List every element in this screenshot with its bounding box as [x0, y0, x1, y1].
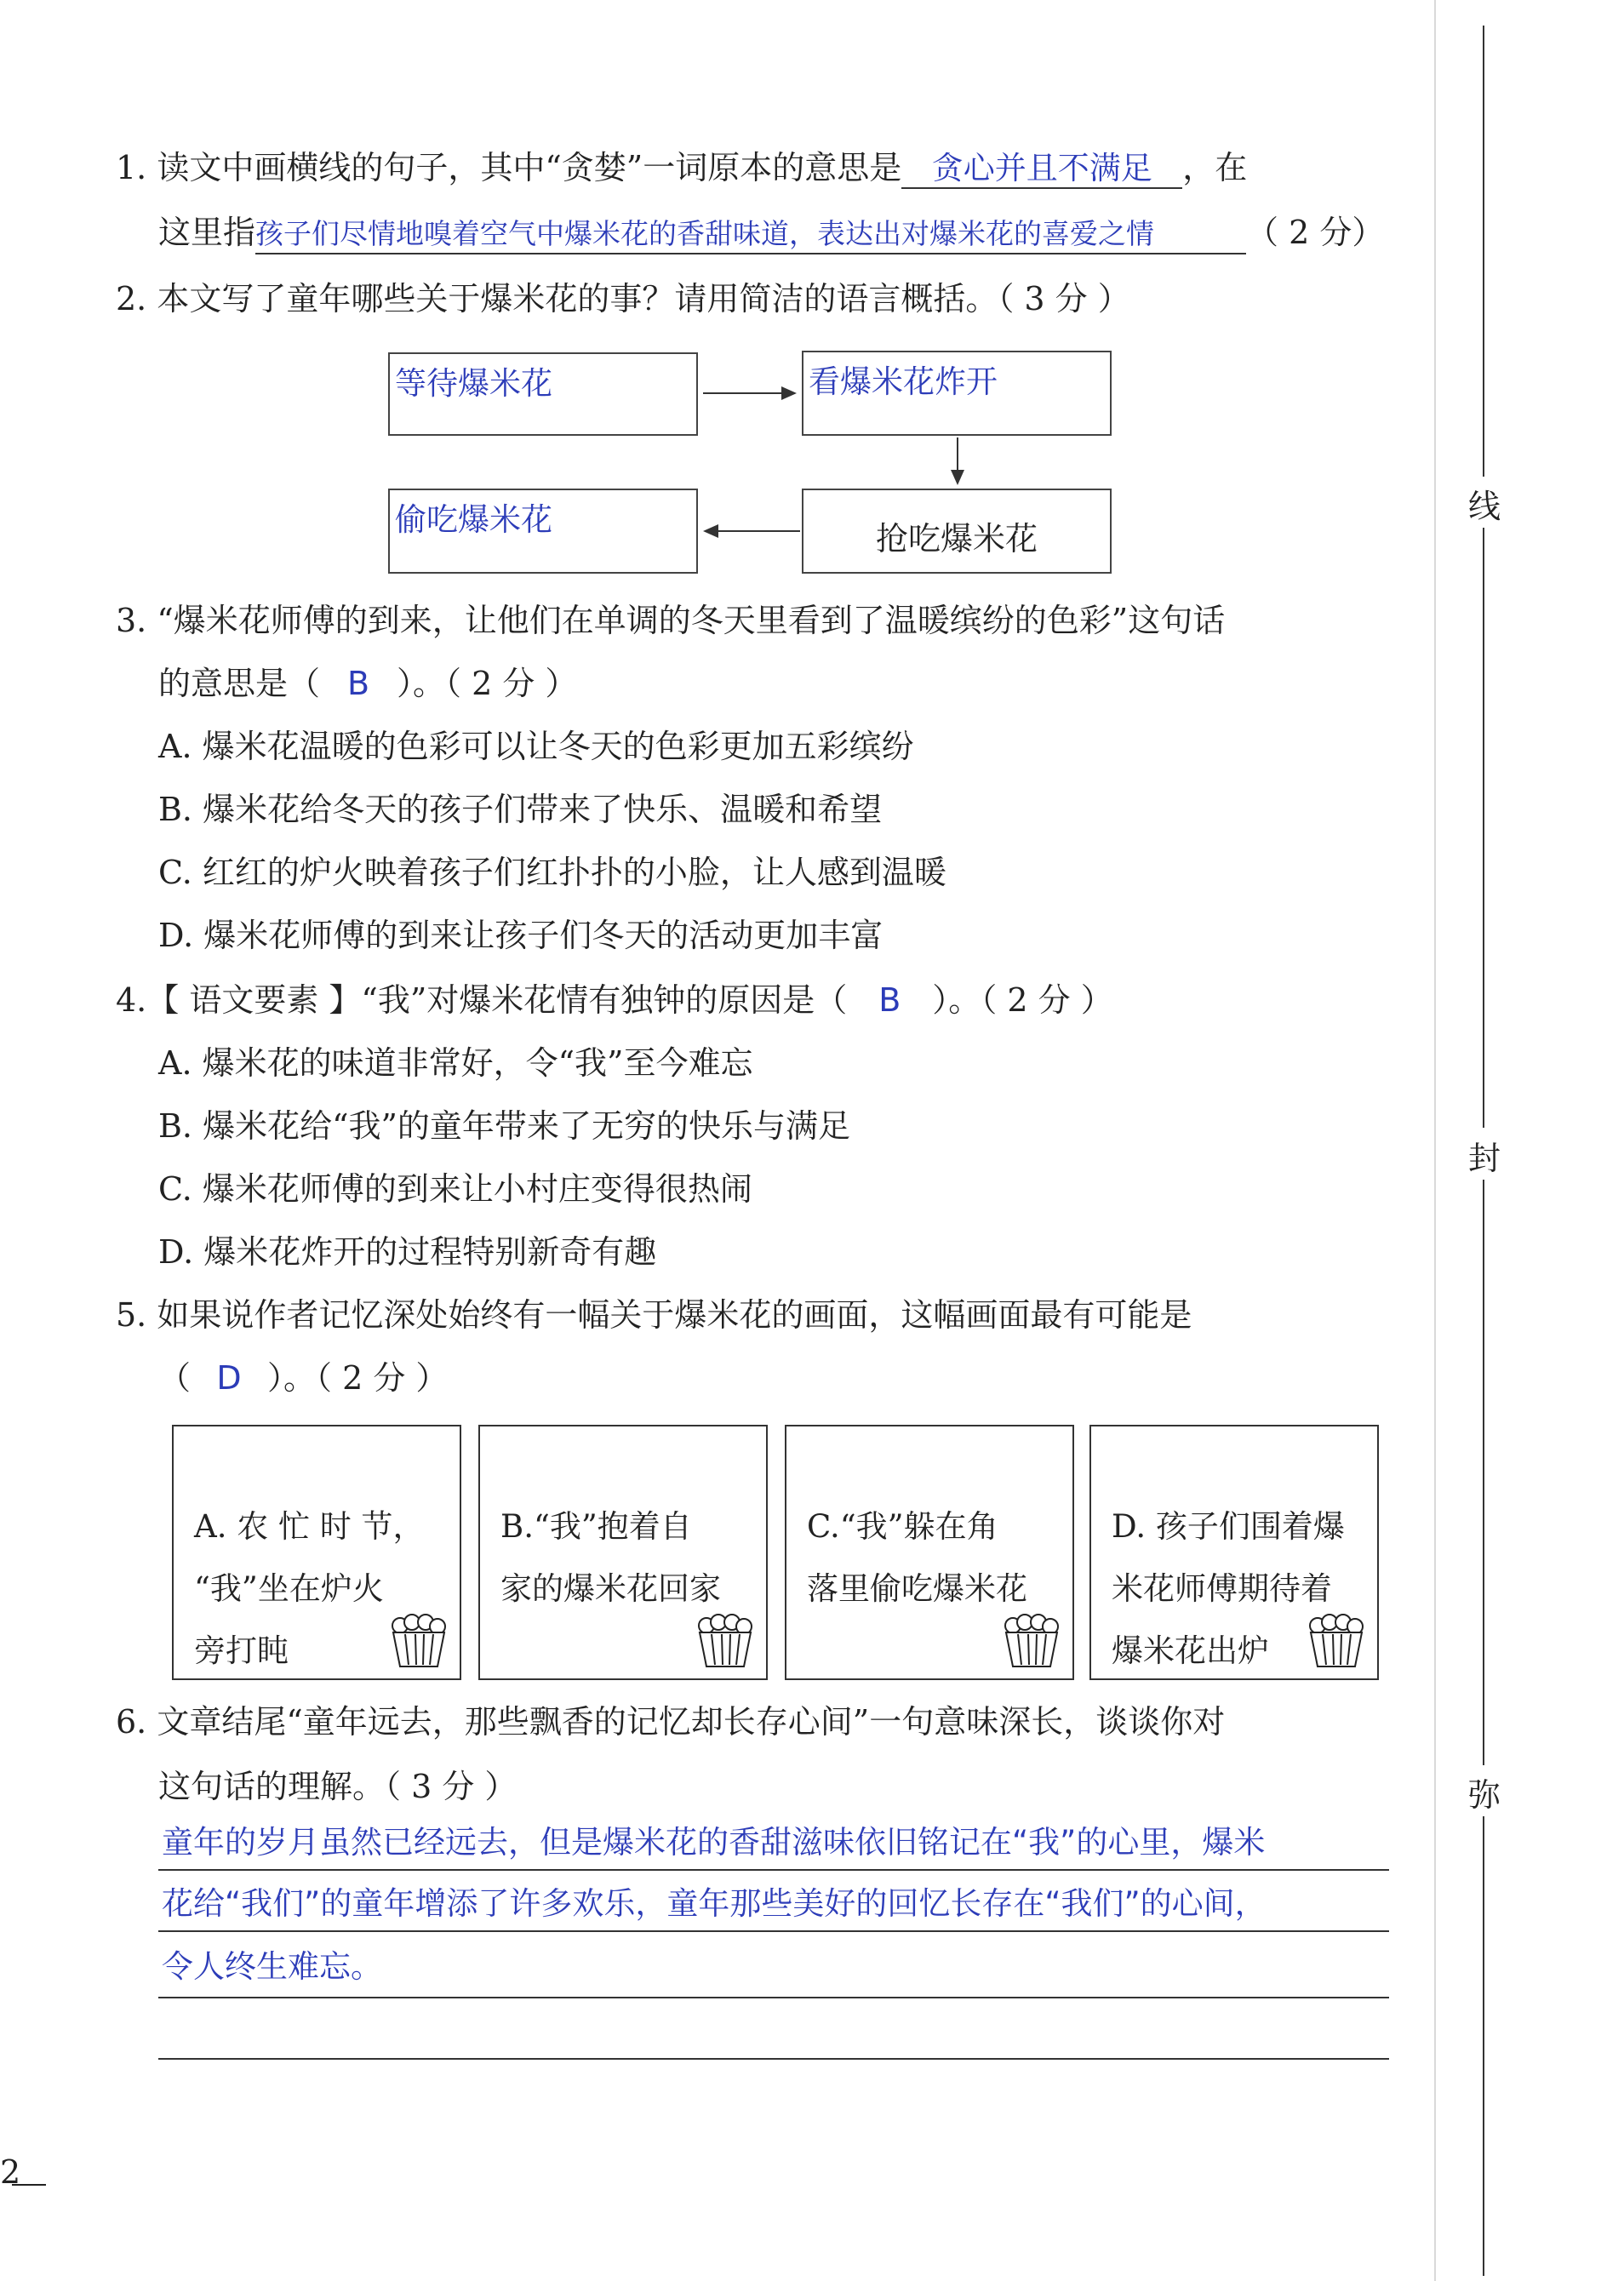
q5-choice-d-text: D. 孩子们围着爆 米花师傅期待着 爆米花出炉 — [1112, 1508, 1345, 1669]
q4-option-c: C. 爆米花师傅的到来让小村庄变得很热闹 — [158, 1170, 752, 1208]
q3-option-d: D. 爆米花师傅的到来让孩子们冬天的活动更加丰富 — [158, 917, 883, 954]
q6-answer-line-2: 花给“我们”的童年增添了许多欢乐，童年那些美好的回忆长存在“我们”的心间， — [162, 1885, 1267, 1922]
popcorn-icon — [1001, 1614, 1062, 1668]
q1-answer-b: 孩子们尽情地嗅着空气中爆米花的香甜味道，表达出对爆米花的喜爱之情 — [255, 217, 1155, 250]
q5-line2-a: （ — [158, 1359, 192, 1397]
writing-line — [158, 1997, 1389, 1998]
q4-option-a: A. 爆米花的味道非常好，令“我”至今难忘 — [158, 1044, 753, 1082]
q5-choice-d — [1089, 1425, 1379, 1680]
q1-text-a: 1. 读文中画横线的句子，其中“贪婪”一词原本的意思是 — [116, 149, 902, 186]
q4-line-a: 4.【 语文要素 】“我”对爆米花情有独钟的原因是（ — [116, 981, 848, 1019]
q5-choice-c-text: C.“我”躲在角 落里偷吃爆米花 — [807, 1508, 1027, 1607]
writing-line — [158, 2058, 1389, 2060]
q6-line2: 这句话的理解。（ 3 分 ） — [158, 1768, 518, 1805]
flow-arrows — [0, 0, 1624, 681]
binding-char-feng: 封 — [1467, 1140, 1501, 1177]
q4-option-d: D. 爆米花炸开的过程特别新奇有趣 — [158, 1233, 657, 1271]
popcorn-icon — [695, 1614, 756, 1668]
q1-text-d: （ 2 分） — [1246, 214, 1385, 251]
q5-line1: 5. 如果说作者记忆深处始终有一幅关于爆米花的画面，这幅画面最有可能是 — [116, 1296, 1192, 1334]
binding-char-xian: 线 — [1467, 488, 1501, 525]
q4-answer: B — [878, 981, 901, 1019]
q3-option-c: C. 红红的炉火映着孩子们红扑扑的小脸，让人感到温暖 — [158, 854, 946, 891]
q5-choice-c — [785, 1425, 1074, 1680]
binding-margin-edge — [1434, 0, 1436, 2281]
writing-line — [158, 1869, 1389, 1871]
flow-box-2-text: 看爆米花炸开 — [809, 363, 998, 400]
q3-line2-a: 的意思是（ — [158, 665, 321, 702]
q5-choice-a-text: A. 农 忙 时 节， “我”坐在炉火 旁打盹 — [194, 1508, 425, 1669]
popcorn-icon — [388, 1614, 449, 1668]
flow-box-1-text: 等待爆米花 — [395, 365, 552, 402]
binding-line — [1483, 1180, 1484, 1765]
popcorn-icon — [1306, 1614, 1367, 1668]
binding-line — [1483, 1816, 1484, 2276]
q4-line-b: ）。（ 2 分 ） — [932, 981, 1113, 1019]
q5-line2-b: ）。（ 2 分 ） — [267, 1359, 449, 1397]
q3-option-b: B. 爆米花给冬天的孩子们带来了快乐、温暖和希望 — [158, 791, 883, 828]
q5-answer: D — [216, 1359, 242, 1397]
q4-line — [116, 979, 1113, 1021]
q3-option-a: A. 爆米花温暖的色彩可以让冬天的色彩更加五彩缤纷 — [158, 728, 914, 765]
flow-box-4-text: 偷吃爆米花 — [395, 501, 552, 538]
page-number-text: 2 — [0, 2153, 21, 2191]
q6-answer-line-1: 童年的岁月虽然已经远去，但是爆米花的香甜滋味依旧铭记在“我”的心里，爆米 — [162, 1824, 1266, 1861]
q4-option-b: B. 爆米花给“我”的童年带来了无穷的快乐与满足 — [158, 1107, 850, 1145]
binding-line — [1483, 26, 1484, 477]
q2-prompt: 2. 本文写了童年哪些关于爆米花的事？请用简洁的语言概括。（ 3 分 ） — [116, 280, 1130, 317]
q1-text-b: ，在 — [1182, 149, 1248, 186]
q1-text-c: 这里指 — [158, 214, 256, 251]
writing-line — [158, 1930, 1389, 1932]
binding-line — [1483, 528, 1484, 1128]
q5-line2 — [158, 1357, 448, 1399]
q3-answer: B — [346, 665, 370, 702]
q5-choice-b-text: B.“我”抱着自 家的爆米花回家 — [500, 1508, 721, 1607]
binding-char-mi: 弥 — [1467, 1776, 1501, 1814]
q1-answer-a: 贪心并且不满足 — [931, 150, 1152, 186]
q3-line1: 3. “爆米花师傅的到来，让他们在单调的冬天里看到了温暖缤纷的色彩”这句话 — [116, 602, 1226, 639]
q6-line1: 6. 文章结尾“童年远去，那些飘香的记忆却长存心间”一句意味深长，谈谈你对 — [116, 1703, 1226, 1741]
q5-choice-b — [478, 1425, 768, 1680]
page-number-dash — [12, 2184, 46, 2186]
flow-box-3-text: 抢吃爆米花 — [875, 520, 1038, 557]
q6-answer-line-3: 令人终生难忘。 — [162, 1948, 382, 1985]
q5-choice-a — [172, 1425, 461, 1680]
q3-line2-b: ）。（ 2 分 ） — [397, 665, 578, 702]
q3-line2 — [158, 662, 577, 705]
